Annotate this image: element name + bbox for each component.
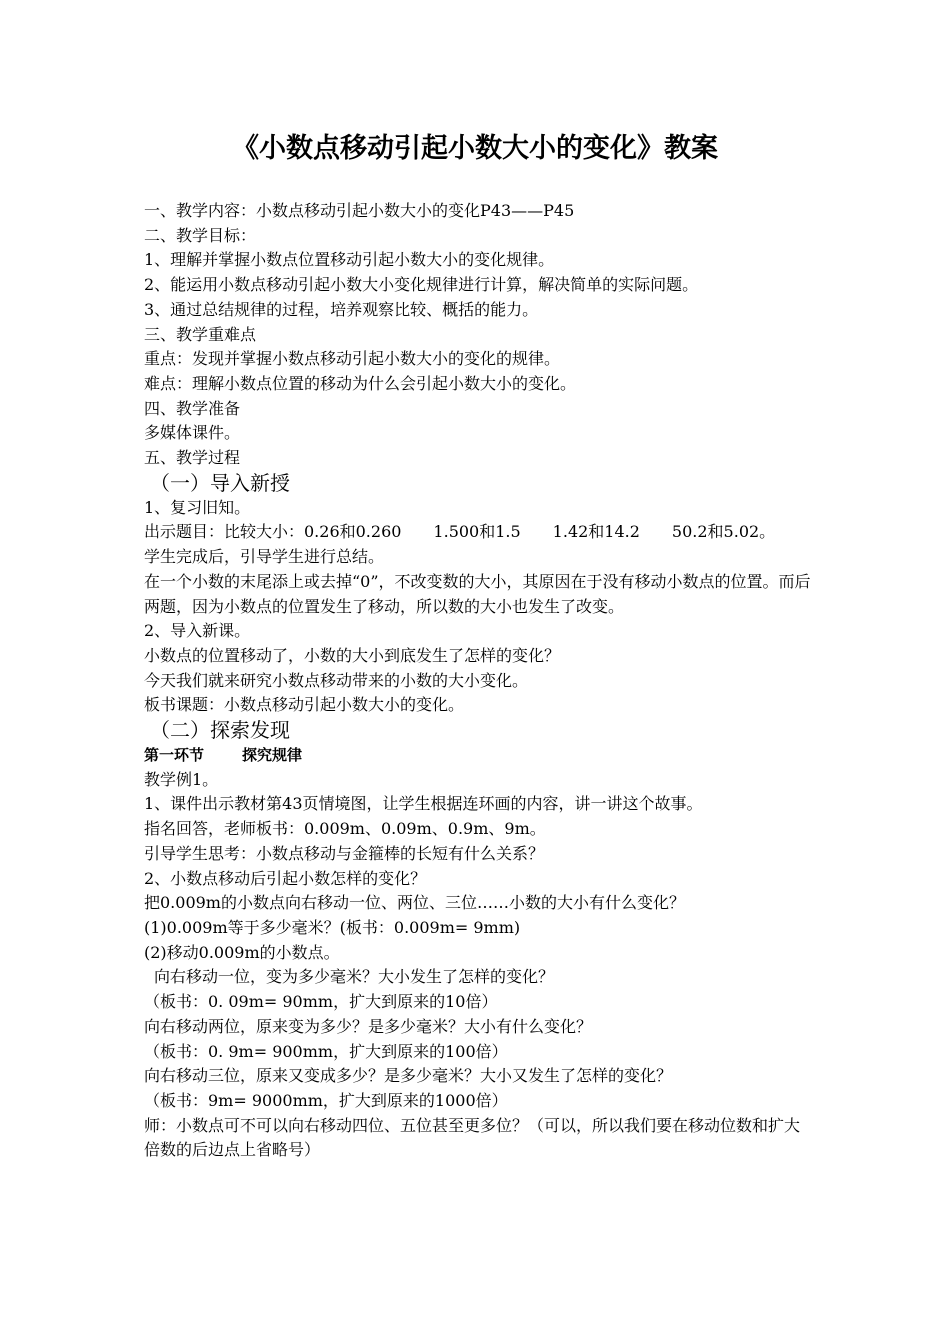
example-step-2: 2、小数点移动后引起小数怎样的变化？ xyxy=(144,868,427,888)
board-topic: 板书课题：小数点移动引起小数大小的变化。 xyxy=(144,695,465,715)
goal-item-1: 1、理解并掌握小数点位置移动引起小数大小的变化规律。 xyxy=(144,250,555,270)
move-question: 把0.009m的小数点向右移动一位、两位、三位……小数的大小有什么变化？ xyxy=(144,893,685,913)
section-teaching-goals: 二、教学目标： xyxy=(144,225,257,245)
stage-label: 第一环节 xyxy=(144,746,205,765)
sub-question-1: (1)0.009m等于多少毫米？(板书：0.009m= 9mm) xyxy=(144,917,521,937)
subsection-introduction: （一）导入新授 xyxy=(150,470,290,495)
stage-heading xyxy=(144,743,812,768)
new-lesson-intro: 今天我们就来研究小数点移动带来的小数的大小变化。 xyxy=(144,670,529,690)
board-record-3: （板书：0. 9m= 900mm，扩大到原来的100倍） xyxy=(144,1041,508,1061)
board-record-4: （板书：9m= 9000mm，扩大到原来的1000倍） xyxy=(144,1090,508,1110)
document-title: 《小数点移动引起小数大小的变化》教案 xyxy=(232,133,718,164)
teacher-remark: 师：小数点可不可以向右移动四位、五位甚至更多位？（可以，所以我们要在移动位数和扩大倍数的后边点上省略号） xyxy=(144,1115,801,1160)
difficult-point: 难点：理解小数点位置的移动为什么会引起小数大小的变化。 xyxy=(144,373,577,393)
section-key-points: 三、教学重难点 xyxy=(144,324,257,344)
stage-title: 探究规律 xyxy=(242,746,303,765)
board-record-1: 指名回答，老师板书：0.009m、0.09m、0.9m、9m。 xyxy=(144,819,546,839)
move-two-question: 向右移动两位，原来变为多少？是多少毫米？大小有什么变化？ xyxy=(144,1016,593,1036)
subsection-exploration: （二）探索发现 xyxy=(150,718,290,743)
summary-prompt: 学生完成后，引导学生进行总结。 xyxy=(144,547,385,567)
guiding-question: 引导学生思考：小数点移动与金箍棒的长短有什么关系？ xyxy=(144,843,545,863)
section-process: 五、教学过程 xyxy=(144,448,241,468)
summary-paragraph: 在一个小数的末尾添上或去掉“0”，不改变数的大小，其原因在于没有移动小数点的位置。而后两题，因为小数点的位置发生了移动，所以数的大小也发生了改变。 xyxy=(144,571,811,616)
section-preparation: 四、教学准备 xyxy=(144,398,241,418)
document-body xyxy=(144,199,812,1163)
sub-question-2: (2)移动0.009m的小数点。 xyxy=(144,942,340,962)
section-teaching-content: 一、教学内容：小数点移动引起小数大小的变化P43——P45 xyxy=(144,201,575,220)
move-three-question: 向右移动三位，原来又变成多少？是多少毫米？大小又发生了怎样的变化？ xyxy=(144,1066,673,1086)
new-lesson-question: 小数点的位置移动了，小数的大小到底发生了怎样的变化？ xyxy=(144,645,561,665)
preparation-text: 多媒体课件。 xyxy=(144,423,241,443)
goal-item-2: 2、能运用小数点移动引起小数大小变化规律进行计算，解决简单的实际问题。 xyxy=(144,275,699,295)
move-one-question: 向右移动一位，变为多少毫米？大小发生了怎样的变化？ xyxy=(154,967,555,987)
new-lesson-heading: 2、导入新课。 xyxy=(144,621,251,641)
board-record-2: （板书：0. 09m= 90mm，扩大到原来的10倍） xyxy=(144,992,498,1012)
key-point: 重点：发现并掌握小数点移动引起小数大小的变化的规律。 xyxy=(144,349,561,369)
goal-item-3: 3、通过总结规律的过程，培养观察比较、概括的能力。 xyxy=(144,299,539,319)
review-heading: 1、复习旧知。 xyxy=(144,497,251,517)
example-heading: 教学例1。 xyxy=(144,769,219,789)
review-exercise: 出示题目：比较大小：0.26和0.260 1.500和1.5 1.42和14.2 50.2和5.02。 xyxy=(144,522,776,542)
example-step-1: 1、课件出示教材第43页情境图，让学生根据连环画的内容，讲一讲这个故事。 xyxy=(144,794,703,814)
